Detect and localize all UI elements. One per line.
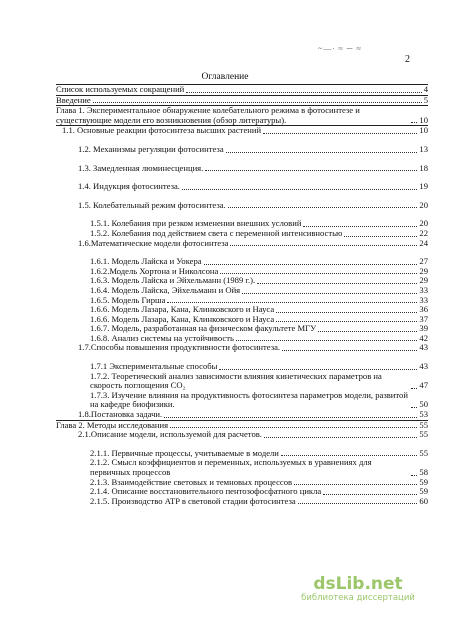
toc-entry-page: 29: [419, 265, 428, 276]
handwritten-mark: ~—∙ ≈ ─ ≈: [318, 44, 362, 53]
toc-entry-page: 27: [419, 256, 428, 267]
dot-leader: [205, 170, 417, 171]
toc-entry-title: 1.4. Индукция фотосинтеза.: [78, 182, 180, 192]
toc-entry-title: 1.2. Механизмы регуляции фотосинтеза: [78, 144, 224, 154]
toc-entry-page: 37: [419, 313, 428, 324]
dot-leader: [242, 293, 417, 294]
toc-entry-page: 5: [423, 94, 428, 105]
toc-entry[interactable]: [56, 362, 428, 372]
dot-leader: [257, 283, 417, 284]
toc-entry-page: 19: [419, 181, 428, 192]
toc-entry-title: Глава 2. Методы исследования: [56, 420, 169, 430]
table-of-contents: [56, 84, 428, 506]
dot-leader: [276, 312, 417, 313]
dot-leader: [226, 152, 418, 153]
toc-entry[interactable]: [56, 182, 428, 192]
dot-leader: [228, 207, 418, 208]
toc-entry-page: 36: [419, 304, 428, 315]
toc-entry-page: 59: [419, 476, 428, 487]
toc-entry-title: 1.6.8. Анализ системы на устойчивость: [90, 333, 234, 343]
toc-entry-title: Введение: [56, 95, 91, 105]
toc-entry-title: 2.1.4. Описание восстановительного пентозофосфатного цикла: [90, 487, 322, 497]
toc-entry-title: Список используемых сокращений: [56, 85, 185, 94]
toc-entry-page: 33: [419, 284, 428, 295]
dot-leader: [318, 331, 417, 332]
dot-leader: [282, 350, 417, 351]
toc-entry-page: 50: [419, 399, 428, 410]
toc-entry-title: 1.5. Колебательный режим фотосинтеза.: [78, 200, 226, 210]
page-title: Оглавление: [201, 72, 249, 82]
toc-entry-page: 4: [423, 84, 428, 94]
toc-entry-title: 1.7.2. Теоретический анализ зависимости влияния кинетических параметров на скорость поглощения CO₂: [90, 371, 382, 391]
dot-leader: [303, 226, 417, 227]
toc-entry[interactable]: [56, 145, 428, 155]
watermark: [278, 574, 438, 603]
toc-entry-page: 10: [419, 125, 428, 136]
toc-entry[interactable]: [56, 449, 428, 459]
toc-entry-title: 1.8.Постановка задачи.: [78, 410, 163, 420]
toc-entry-title: Глава 1. Экспериментальное обнаружение колебательного режима в фотосинтезе и существующие модели его возникновения (обзор литературы).: [56, 106, 360, 125]
toc-entry-title: 1.6.1. Модель Лайска и Уокера: [90, 257, 202, 267]
dot-leader: [298, 503, 418, 504]
dot-leader: [93, 102, 422, 103]
dot-leader: [294, 484, 417, 485]
toc-entry-title: 1.6.6. Модель Лазара, Кана, Клинковского и Науса: [90, 314, 275, 324]
toc-entry[interactable]: [56, 257, 428, 267]
toc-entry-page: 20: [419, 199, 428, 210]
dot-leader: [411, 388, 417, 389]
toc-entry-title: 2.1.Описание модели, используемой для расчетов.: [78, 430, 262, 440]
toc-entry-title: 2.1.5. Производство ATP в световой стадии фотосинтеза: [90, 496, 296, 506]
dot-leader: [167, 302, 417, 303]
toc-entry[interactable]: [56, 324, 428, 334]
toc-entry-title: 1.6.7. Модель, разработанная на физическом факультете МГУ: [90, 324, 317, 334]
toc-entry-page: 60: [419, 495, 428, 506]
toc-entry-title: 1.6.3. Модель Лайска и Эйхельманн (1989 г.).: [90, 276, 256, 286]
toc-entry[interactable]: [56, 410, 428, 420]
toc-entry-title: 1.5.1. Колебания при резком изменении внешних условий: [90, 219, 302, 229]
toc-entry-page: 55: [419, 419, 428, 430]
toc-entry-title: 1.7.3. Изучение влияния на продуктивность фотосинтеза параметров модели, развитой на кафедре биофизики.: [90, 390, 408, 410]
toc-entry[interactable]: [56, 296, 428, 306]
toc-entry[interactable]: [56, 125, 428, 136]
toc-entry[interactable]: [56, 487, 428, 497]
toc-entry-page: 42: [419, 332, 428, 343]
toc-entry[interactable]: [56, 286, 428, 296]
dot-leader: [219, 369, 417, 370]
toc-entry[interactable]: [56, 164, 428, 174]
toc-entry-title: 2.1.1. Первичные процессы, учитываемые в модели: [90, 448, 279, 458]
toc-entry[interactable]: [56, 201, 428, 211]
toc-entry[interactable]: [56, 430, 428, 440]
dot-leader: [411, 407, 417, 408]
toc-entry-page: 43: [419, 342, 428, 353]
toc-entry[interactable]: [56, 315, 428, 325]
watermark-logo: dsLib.net: [313, 574, 403, 594]
dot-leader: [236, 340, 418, 341]
toc-entry-title: 1.6.6. Модель Лазара, Кана, Клинковского и Науса: [90, 305, 275, 315]
dot-leader: [344, 236, 417, 237]
toc-entry[interactable]: [56, 305, 428, 315]
toc-entry-page: 18: [419, 162, 428, 173]
dot-leader: [164, 417, 417, 418]
toc-entry-page: 53: [419, 409, 428, 420]
toc-entry-page: 43: [419, 361, 428, 372]
dot-leader: [323, 494, 417, 495]
toc-entry-title: 2.1.3. Взаимодействие световых и темновых процессов: [90, 477, 293, 487]
dot-leader: [264, 437, 417, 438]
toc-entry-title: 1.7.1 Экспериментальные способы: [90, 362, 218, 372]
dot-leader: [411, 122, 417, 123]
toc-entry-page: 13: [419, 143, 428, 154]
toc-entry-title: 1.7.Способы повышения продуктивности фотосинтеза.: [78, 343, 281, 353]
toc-entry[interactable]: [56, 334, 428, 344]
toc-entry[interactable]: [56, 458, 428, 477]
toc-entry[interactable]: [56, 95, 428, 106]
dot-leader: [182, 189, 417, 190]
toc-entry[interactable]: [56, 229, 428, 239]
watermark-subtitle: библиотека диссертаций: [301, 593, 415, 603]
page-number: 2: [405, 54, 410, 65]
dot-leader: [170, 427, 417, 428]
toc-entry-page: 33: [419, 294, 428, 305]
toc-entry-title: 1.3. Замедленная люминесценция.: [78, 163, 204, 173]
toc-entry-title: 1.5.2. Колебания под действием света с переменной интенсивностью: [90, 228, 343, 238]
toc-entry[interactable]: [56, 267, 428, 277]
dot-leader: [263, 133, 417, 134]
toc-entry-page: 22: [419, 227, 428, 238]
dot-leader: [281, 455, 418, 456]
toc-entry[interactable]: [56, 276, 428, 286]
toc-entry-title: 1.6.4. Модель Лайска, Эйхельманн и Ойя: [90, 285, 241, 295]
dot-leader: [276, 321, 417, 322]
toc-entry-page: 59: [419, 486, 428, 497]
toc-entry-page: 58: [419, 467, 428, 477]
toc-entry[interactable]: [56, 239, 428, 249]
toc-entry-title: 1.6.Математические модели фотосинтеза: [78, 238, 229, 248]
toc-entry-title: 1.6.2.Модель Хортона и Николсона: [90, 266, 219, 276]
toc-entry-page: 20: [419, 218, 428, 229]
dot-leader: [220, 273, 417, 274]
dot-leader: [186, 92, 421, 93]
dot-leader: [230, 245, 417, 246]
toc-entry-page: 10: [419, 114, 428, 125]
toc-entry[interactable]: [56, 420, 428, 431]
toc-entry[interactable]: [56, 372, 428, 391]
toc-entry-page: 55: [419, 447, 428, 458]
toc-entry-page: 24: [419, 237, 428, 248]
toc-entry[interactable]: [56, 219, 428, 229]
toc-entry[interactable]: [56, 391, 428, 410]
toc-entry-page: 39: [419, 323, 428, 334]
toc-entry-page: 29: [419, 275, 428, 286]
toc-entry-title: 1.6.5. Модель Гирша: [90, 295, 166, 305]
toc-entry[interactable]: [56, 478, 428, 488]
toc-entry[interactable]: [56, 343, 428, 353]
toc-entry[interactable]: [56, 497, 428, 507]
dot-leader: [204, 264, 418, 265]
toc-entry-page: 55: [419, 429, 428, 440]
dot-leader: [411, 475, 417, 476]
toc-entry-title: 2.1.2. Смысл коэффициентов и переменных, используемых в уравнениях для первичных процессов: [90, 458, 372, 477]
toc-entry-page: 47: [419, 380, 428, 391]
toc-entry-title: 1.1. Основные реакции фотосинтеза высших растений: [62, 126, 262, 136]
toc-entry[interactable]: [56, 105, 428, 125]
toc-entry[interactable]: [56, 84, 428, 95]
